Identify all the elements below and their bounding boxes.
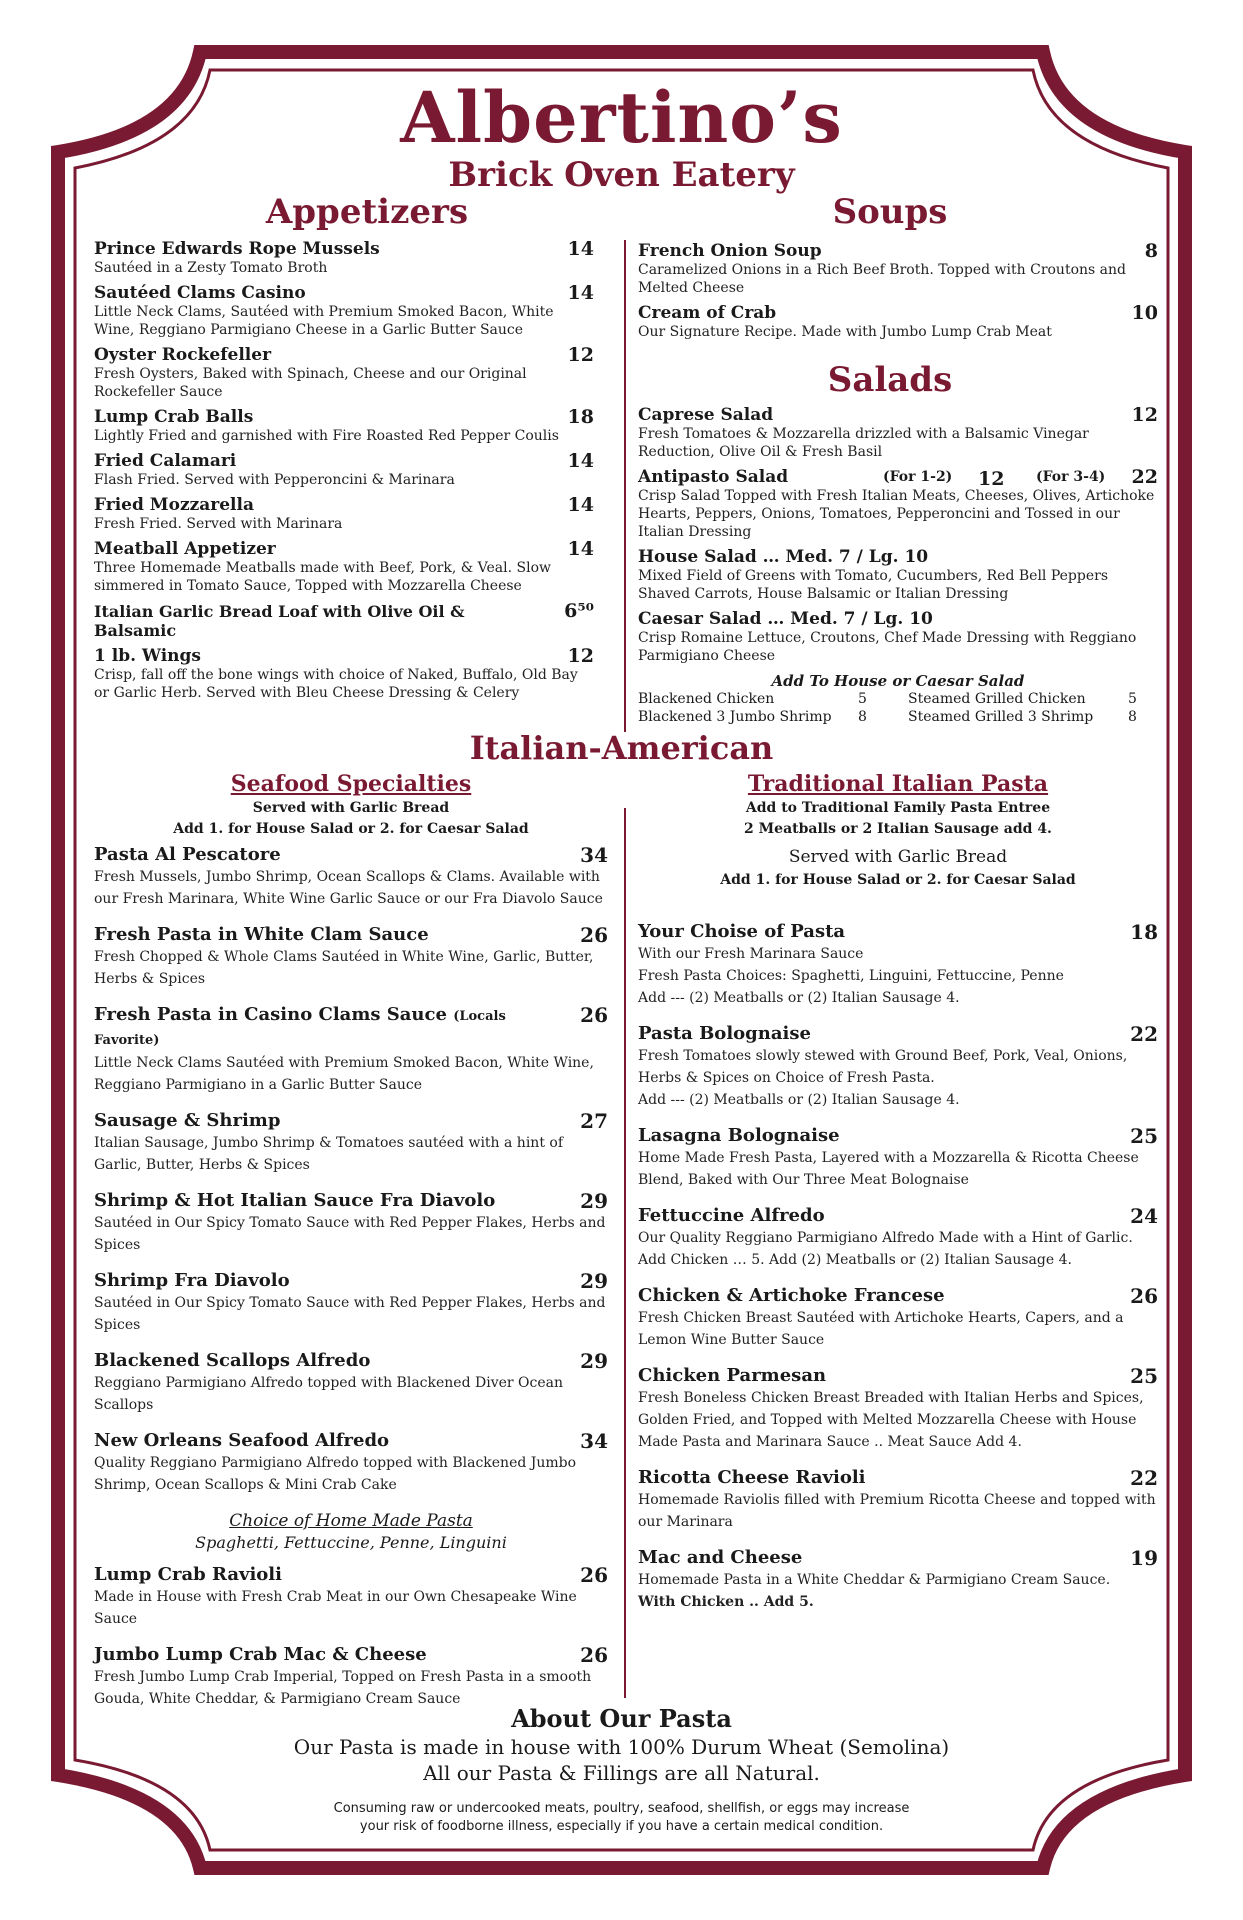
menu-item <box>638 1365 1158 1453</box>
menu-item <box>94 1430 608 1496</box>
item-description: Little Neck Clams, Sautéed with Premium Smoked Bacon, White Wine, Reggiano Parmigiano Cheese in a Garlic Butter Sauce <box>94 304 554 338</box>
item-name: Shrimp Fra Diavolo <box>94 1270 290 1291</box>
item-description: Fresh Chopped & Whole Clams Sautéed in White Wine, Garlic, Butter, Herbs & Spices <box>94 949 594 987</box>
menu-item <box>638 1125 1158 1191</box>
menu-item <box>94 346 594 401</box>
salad-addon-row <box>638 708 1158 726</box>
item-description: Sautéed in Our Spicy Tomato Sauce with Red Pepper Flakes, Herbs and Spices <box>94 1215 606 1253</box>
item-description: Made in House with Fresh Crab Meat in our Own Chesapeake Wine Sauce <box>94 1589 577 1627</box>
about-pasta-line: Our Pasta is made in house with 100% Durum Wheat (Semolina) <box>293 1735 950 1759</box>
menu-item <box>638 610 1158 665</box>
item-description: Crisp Salad Topped with Fresh Italian Meats, Cheeses, Olives, Artichoke Hearts, Peppers, Onions, Tomatoes, Pepperoncini and Tossed in our Italian Dressing <box>638 488 1155 540</box>
soups-heading: Soups <box>832 192 948 232</box>
item-name: Pasta Bolognaise <box>638 1023 811 1044</box>
health-disclaimer: Consuming raw or undercooked meats, poultry, seafood, shellfish, or eggs may increase <box>333 1801 910 1816</box>
item-name: New Orleans Seafood Alfredo <box>94 1430 390 1451</box>
menu-item-antipasto <box>638 468 1158 541</box>
size-large-label: (For 3-4) <box>1036 469 1106 485</box>
item-name: Prince Edwards Rope Mussels <box>94 239 380 259</box>
menu-item <box>94 1190 608 1256</box>
menu-item <box>94 452 594 489</box>
item-price: 18 <box>567 406 594 428</box>
item-name: House Salad … Med. 7 / Lg. 10 <box>638 547 929 567</box>
item-description: Our Signature Recipe. Made with Jumbo Lump Crab Meat <box>638 324 1052 340</box>
item-price: 10 <box>1131 302 1158 324</box>
menu-item <box>94 408 594 445</box>
soups-list <box>638 242 1158 348</box>
pasta-note: Add to Traditional Family Pasta Entree <box>745 800 1051 816</box>
addon-price: 5 <box>1128 691 1137 707</box>
size-large-price: 22 <box>1131 466 1158 488</box>
item-price: 29 <box>580 1269 608 1293</box>
item-description: Flash Fried. Served with Pepperoncini & Marinara <box>94 472 455 488</box>
item-price: 22 <box>1130 1466 1158 1490</box>
item-price: 27 <box>580 1109 608 1133</box>
menu-item <box>638 1205 1158 1271</box>
item-description: Homemade Raviolis filled with Premium Ricotta Cheese and topped with our Marinara <box>638 1492 1156 1530</box>
menu-item <box>94 647 594 702</box>
appetizers-list <box>94 240 594 709</box>
item-price: 26 <box>580 923 608 947</box>
restaurant-name: Albertino’s <box>400 76 843 159</box>
menu-item <box>638 1285 1158 1351</box>
appetizers-heading: Appetizers <box>265 192 469 232</box>
item-description: Lightly Fried and garnished with Fire Roasted Red Pepper Coulis <box>94 428 559 444</box>
menu-item <box>94 844 608 910</box>
item-name: Ricotta Cheese Ravioli <box>638 1467 866 1488</box>
item-price: 25 <box>1130 1124 1158 1148</box>
item-name: Oyster Rockefeller <box>94 345 272 365</box>
pasta-note: Add 1. for House Salad or 2. for Caesar Salad <box>720 872 1076 888</box>
menu-item <box>638 548 1158 603</box>
size-small-price: 12 <box>978 468 1005 490</box>
item-description: Caramelized Onions in a Rich Beef Broth. Topped with Croutons and Melted Cheese <box>638 262 1126 296</box>
menu-item <box>94 1004 608 1096</box>
item-name: Shrimp & Hot Italian Sauce Fra Diavolo <box>94 1190 496 1211</box>
item-description: Sautéed in Our Spicy Tomato Sauce with Red Pepper Flakes, Herbs and Spices <box>94 1295 606 1333</box>
menu-item <box>94 240 594 277</box>
item-description: Our Quality Reggiano Parmigiano Alfredo Made with a Hint of Garlic. Add Chicken … 5. Add (2) Meatballs or (2) Italian Sausage 4. <box>638 1230 1133 1268</box>
item-price: 14 <box>567 450 594 472</box>
menu-item <box>638 1467 1158 1533</box>
item-price: 24 <box>1130 1204 1158 1228</box>
about-pasta-heading: About Our Pasta <box>511 1704 732 1733</box>
item-price: 12 <box>567 645 594 667</box>
seafood-heading: Seafood Specialties <box>230 771 472 797</box>
menu-item <box>94 1644 608 1710</box>
item-price: 12 <box>1131 404 1158 426</box>
addon-name: Blackened 3 Jumbo Shrimp <box>638 709 832 725</box>
pasta-note: 2 Meatballs or 2 Italian Sausage add 4. <box>744 821 1052 837</box>
menu-item <box>94 924 608 990</box>
item-name: Cream of Crab <box>638 303 777 323</box>
item-name: 1 lb. Wings <box>94 646 201 666</box>
item-name: Lump Crab Balls <box>94 407 254 427</box>
seafood-note: Served with Garlic Bread <box>252 800 450 816</box>
item-description: Three Homemade Meatballs made with Beef, Pork, & Veal. Slow simmered in Tomato Sauce, Topped with Mozzarella Cheese <box>94 560 551 594</box>
menu-item <box>94 602 594 640</box>
menu-item <box>94 1564 608 1630</box>
menu-item <box>638 406 1158 461</box>
item-description: Fresh Pasta Choices: Spaghetti, Linguini, Fettuccine, Penne <box>638 968 1064 984</box>
item-price: 34 <box>580 843 608 867</box>
addon-price: 8 <box>1128 709 1137 725</box>
item-description: Fresh Boneless Chicken Breast Breaded with Italian Herbs and Spices, Golden Fried, and Topped with Melted Mozzarella Cheese with House Made Pasta and Marinara Sauce .. Meat Sauce Add 4. <box>638 1390 1144 1450</box>
item-description: Mixed Field of Greens with Tomato, Cucumbers, Red Bell Peppers Shaved Carrots, House Balsamic or Italian Dressing <box>638 568 1109 602</box>
item-price: 19 <box>1130 1546 1158 1570</box>
item-name: Fried Calamari <box>94 451 237 471</box>
menu-item <box>638 304 1158 341</box>
item-price: 29 <box>580 1189 608 1213</box>
menu-item <box>638 921 1158 1009</box>
column-divider-top <box>624 240 626 732</box>
menu-item <box>94 284 594 339</box>
item-name: Chicken & Artichoke Francese <box>638 1285 945 1306</box>
item-name: Your Choise of Pasta <box>638 921 846 942</box>
item-description: With our Fresh Marinara Sauce <box>638 946 864 962</box>
item-name: Sautéed Clams Casino <box>94 283 306 303</box>
item-description: Fresh Jumbo Lump Crab Imperial, Topped on Fresh Pasta in a smooth Gouda, White Cheddar, & Parmigiano Cream Sauce <box>94 1669 592 1707</box>
addon-name: Steamed Grilled 3 Shrimp <box>908 709 1094 725</box>
item-description: Home Made Fresh Pasta, Layered with a Mozzarella & Ricotta Cheese Blend, Baked with Our Three Meat Bolognaise <box>638 1150 1139 1188</box>
item-price: 14 <box>567 538 594 560</box>
item-price: 18 <box>1130 920 1158 944</box>
item-price: 14 <box>567 282 594 304</box>
menu-item <box>94 496 594 533</box>
item-name: Fettuccine Alfredo <box>638 1205 825 1226</box>
item-description: Quality Reggiano Parmigiano Alfredo topped with Blackened Jumbo Shrimp, Ocean Scallops & Mini Crab Cake <box>94 1455 577 1493</box>
column-divider-bottom <box>624 808 626 1698</box>
item-description: Crisp, fall off the bone wings with choice of Naked, Buffalo, Old Bay or Garlic Herb. Served with Bleu Cheese Dressing & Celery <box>94 667 578 701</box>
item-name: Fried Mozzarella <box>94 495 254 515</box>
item-price: 26 <box>580 1563 608 1587</box>
item-price: 14 <box>567 238 594 260</box>
item-description: Fresh Tomatoes & Mozzarella drizzled with a Balsamic Vinegar Reduction, Olive Oil & Fresh Basil <box>638 426 1089 460</box>
item-name: Antipasto Salad <box>638 467 789 487</box>
item-name: Mac and Cheese <box>638 1547 803 1568</box>
menu-item <box>638 242 1158 297</box>
item-price: 26 <box>1130 1284 1158 1308</box>
pasta-note: Served with Garlic Bread <box>788 847 1008 867</box>
item-price: 22 <box>1130 1022 1158 1046</box>
salad-addon-row <box>638 690 1158 708</box>
pasta-heading: Traditional Italian Pasta <box>747 771 1049 797</box>
item-name: Sausage & Shrimp <box>94 1110 281 1131</box>
item-description: Fresh Fried. Served with Marinara <box>94 516 343 532</box>
item-name: French Onion Soup <box>638 241 822 261</box>
italian-american-heading: Italian-American <box>469 729 774 767</box>
item-price: 26 <box>580 1643 608 1667</box>
item-price: 12 <box>567 344 594 366</box>
item-price: 14 <box>567 494 594 516</box>
item-description: Fresh Tomatoes slowly stewed with Ground Beef, Pork, Veal, Onions, Herbs & Spices on Choice of Fresh Pasta. <box>638 1048 1128 1086</box>
item-price: 8 <box>1144 240 1158 262</box>
item-price: 26 <box>580 1003 608 1027</box>
item-description: Fresh Chicken Breast Sautéed with Artichoke Hearts, Capers, and a Lemon Wine Butter Sauce <box>638 1310 1124 1348</box>
seafood-note: Add 1. for House Salad or 2. for Caesar Salad <box>173 821 529 837</box>
item-description: Fresh Oysters, Baked with Spinach, Cheese and our Original Rockefeller Sauce <box>94 366 527 400</box>
seafood-column <box>94 770 608 1724</box>
addon-name: Blackened Chicken <box>638 691 775 707</box>
item-description: Italian Sausage, Jumbo Shrimp & Tomatoes sautéed with a hint of Garlic, Butter, Herbs & Spices <box>94 1135 564 1173</box>
about-pasta-line: All our Pasta & Fillings are all Natural. <box>423 1761 820 1785</box>
item-price: 29 <box>580 1349 608 1373</box>
item-name: Jumbo Lump Crab Mac & Cheese <box>94 1644 427 1665</box>
pasta-choice-list: Spaghetti, Fettuccine, Penne, Linguini <box>195 1533 507 1552</box>
item-description: Homemade Pasta in a White Cheddar & Parmigiano Cream Sauce. <box>638 1572 1111 1588</box>
item-description: Crisp Romaine Lettuce, Croutons, Chef Made Dressing with Reggiano Parmigiano Cheese <box>638 630 1137 664</box>
item-price: 25 <box>1130 1364 1158 1388</box>
addon-name: Steamed Grilled Chicken <box>908 691 1086 707</box>
item-name: Caesar Salad … Med. 7 / Lg. 10 <box>638 609 933 629</box>
item-description: Fresh Mussels, Jumbo Shrimp, Ocean Scallops & Clams. Available with our Fresh Marinara, White Wine Garlic Sauce or our Fra Diavolo Sauce <box>94 869 603 907</box>
item-name: Fresh Pasta in White Clam Sauce <box>94 924 429 945</box>
menu-item <box>94 540 594 595</box>
menu-item <box>94 1270 608 1336</box>
salad-addons-heading: Add To House or Caesar Salad <box>771 672 1025 690</box>
item-price: 6⁵⁰ <box>564 600 594 622</box>
menu-item <box>94 1350 608 1416</box>
item-name: Lump Crab Ravioli <box>94 1564 282 1585</box>
item-name: Fresh Pasta in Casino Clams Sauce <box>94 1004 447 1025</box>
salads-list <box>638 406 1158 726</box>
item-name: Blackened Scallops Alfredo <box>94 1350 371 1371</box>
item-name: Pasta Al Pescatore <box>94 844 281 865</box>
pasta-choice-heading: Choice of Home Made Pasta <box>229 1511 473 1531</box>
size-small-label: (For 1-2) <box>883 469 953 485</box>
health-disclaimer: your risk of foodborne illness, especially if you have a certain medical condition. <box>359 1819 884 1834</box>
item-name: Chicken Parmesan <box>638 1365 827 1386</box>
salads-heading: Salads <box>827 360 953 400</box>
item-name: Meatball Appetizer <box>94 539 276 559</box>
addon-price: 8 <box>858 709 867 725</box>
menu-item <box>94 1110 608 1176</box>
addon-price: 5 <box>858 691 867 707</box>
item-description: With Chicken .. Add 5. <box>638 1594 814 1610</box>
item-name: Caprese Salad <box>638 405 774 425</box>
item-tag: (Locals Favorite) <box>94 1009 506 1048</box>
pasta-column <box>638 770 1158 1627</box>
restaurant-tagline: Brick Oven Eatery <box>448 155 795 195</box>
item-name: Lasagna Bolognaise <box>638 1125 840 1146</box>
item-name: Italian Garlic Bread Loaf with Olive Oil & Balsamic <box>94 602 465 640</box>
item-description: Add --- (2) Meatballs or (2) Italian Sausage 4. <box>638 1092 960 1108</box>
menu-item <box>638 1547 1158 1613</box>
item-description: Sautéed in a Zesty Tomato Broth <box>94 260 328 276</box>
item-description: Little Neck Clams Sautéed with Premium Smoked Bacon, White Wine, Reggiano Parmigiano in a Garlic Butter Sauce <box>94 1055 594 1093</box>
menu-item <box>638 1023 1158 1111</box>
item-price: 34 <box>580 1429 608 1453</box>
item-description: Add --- (2) Meatballs or (2) Italian Sausage 4. <box>638 990 960 1006</box>
item-description: Reggiano Parmigiano Alfredo topped with Blackened Diver Ocean Scallops <box>94 1375 563 1413</box>
